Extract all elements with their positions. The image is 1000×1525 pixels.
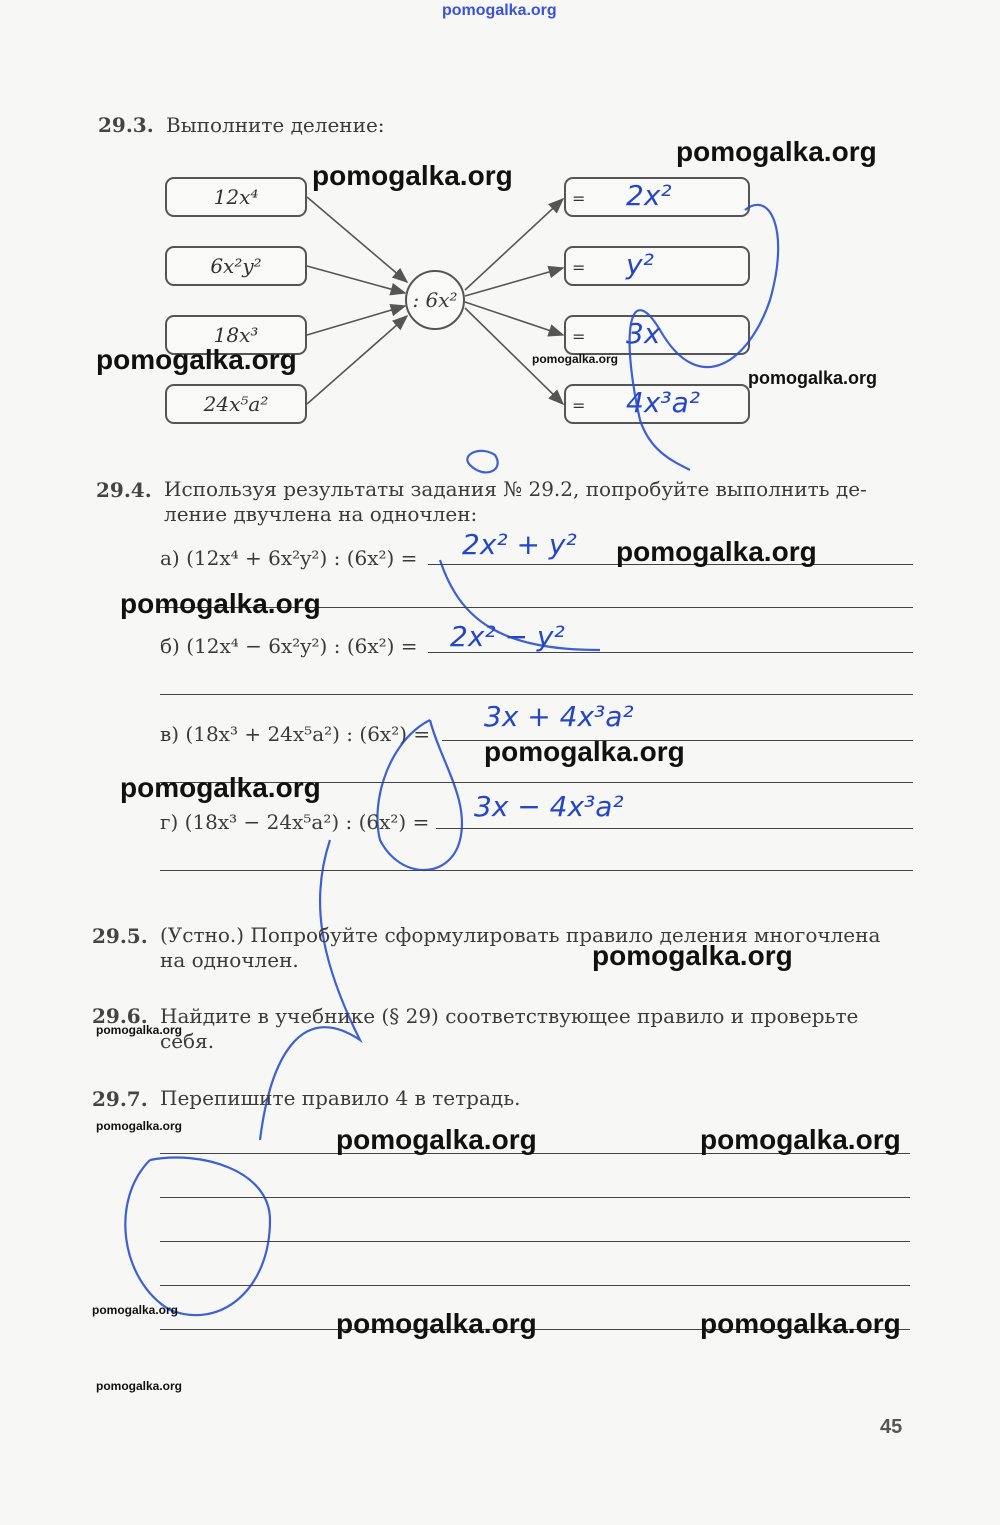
ex295-text-2: на одночлен. — [160, 948, 299, 972]
answer-line-b2 — [160, 694, 913, 695]
ex293-text: Выполните деление: — [166, 113, 385, 137]
watermark-7: pomogalka.org — [120, 588, 321, 619]
answer-line-d1 — [436, 828, 913, 829]
input-box-3-text: 18x³ — [213, 323, 259, 347]
ex294-text-2: ление двучлена на одночлен: — [164, 502, 478, 526]
result-eq-3: = — [572, 327, 586, 346]
input-box-1-text: 12x⁴ — [213, 185, 259, 209]
write-line-4 — [160, 1285, 910, 1286]
ex294-answer-a: 2x² + y² — [462, 528, 577, 561]
ex296-text-2: себя. — [160, 1029, 215, 1053]
ex293-number: 29.3. — [98, 113, 154, 137]
ex295-number: 29.5. — [92, 924, 148, 948]
watermark-9: pomogalka.org — [120, 772, 321, 803]
result-answer-1: 2x² — [626, 179, 672, 212]
header-watermark: pomogalka.org — [442, 2, 557, 19]
watermark-5: pomogalka.org — [748, 368, 878, 388]
ex296-number: 29.6. — [92, 1004, 148, 1028]
result-eq-2: = — [572, 258, 586, 277]
ex294-item-a: а) (12x⁴ + 6x²y²) : (6x²) = — [160, 546, 418, 570]
watermark-13: pomogalka.org — [336, 1124, 537, 1155]
write-line-3 — [160, 1241, 910, 1242]
watermark-4: pomogalka.org — [532, 352, 619, 366]
ex294-number: 29.4. — [96, 478, 152, 502]
ex294-answer-c: 3x + 4x³a² — [484, 700, 634, 733]
watermark-16: pomogalka.org — [336, 1308, 537, 1339]
answer-line-d2 — [160, 870, 913, 871]
result-eq-4: = — [572, 396, 586, 415]
result-eq-1: = — [572, 189, 586, 208]
ex294-item-c: в) (18x³ + 24x⁵a²) : (6x²) = — [160, 722, 431, 746]
watermark-8: pomogalka.org — [484, 736, 685, 767]
ex295-text-1: (Устно.) Попробуйте сформулировать правило деления многочлена — [160, 923, 881, 947]
watermark-6: pomogalka.org — [616, 536, 817, 567]
watermark-12: pomogalka.org — [96, 1119, 183, 1133]
watermark-3: pomogalka.org — [96, 344, 297, 375]
ex296-text-1: Найдите в учебнике (§ 29) соответствующее правило и проверьте — [160, 1004, 859, 1028]
ex294-item-b: б) (12x⁴ − 6x²y²) : (6x²) = — [160, 634, 418, 658]
arrow-out-2 — [465, 268, 563, 296]
ex297-number: 29.7. — [92, 1087, 148, 1111]
watermark-18: pomogalka.org — [96, 1379, 183, 1393]
watermark-10: pomogalka.org — [592, 940, 793, 971]
result-answer-4: 4x³a² — [626, 386, 700, 419]
ex294-answer-d: 3x − 4x³a² — [474, 790, 624, 823]
ex294-text-1: Используя результаты задания № 29.2, попробуйте выполнить де- — [164, 477, 867, 501]
watermark-17: pomogalka.org — [700, 1308, 901, 1339]
watermark-15: pomogalka.org — [92, 1303, 179, 1317]
watermark-11: pomogalka.org — [96, 1023, 183, 1037]
watermark-14: pomogalka.org — [700, 1124, 901, 1155]
watermark-2: pomogalka.org — [312, 160, 513, 191]
watermark-1: pomogalka.org — [676, 136, 877, 167]
arrow-out-1 — [465, 199, 563, 290]
arrow-in-4 — [307, 316, 407, 404]
arrow-in-2 — [307, 266, 405, 293]
ex294-answer-b: 2x² − y² — [450, 620, 565, 653]
page-number: 45 — [880, 1416, 903, 1438]
ex294-item-d: г) (18x³ − 24x⁵a²) : (6x²) = — [160, 810, 430, 834]
ex297-text: Перепишите правило 4 в тетрадь. — [160, 1086, 521, 1110]
result-answer-3: 3x — [626, 317, 661, 350]
arrow-in-1 — [307, 197, 407, 282]
input-box-2-text: 6x²y² — [210, 254, 262, 278]
result-answer-2: y² — [626, 248, 654, 281]
write-line-2 — [160, 1197, 910, 1198]
arrow-out-3 — [465, 302, 563, 335]
input-box-4-text: 24x⁵a² — [203, 392, 269, 416]
divider-text: : 6x² — [412, 288, 458, 312]
